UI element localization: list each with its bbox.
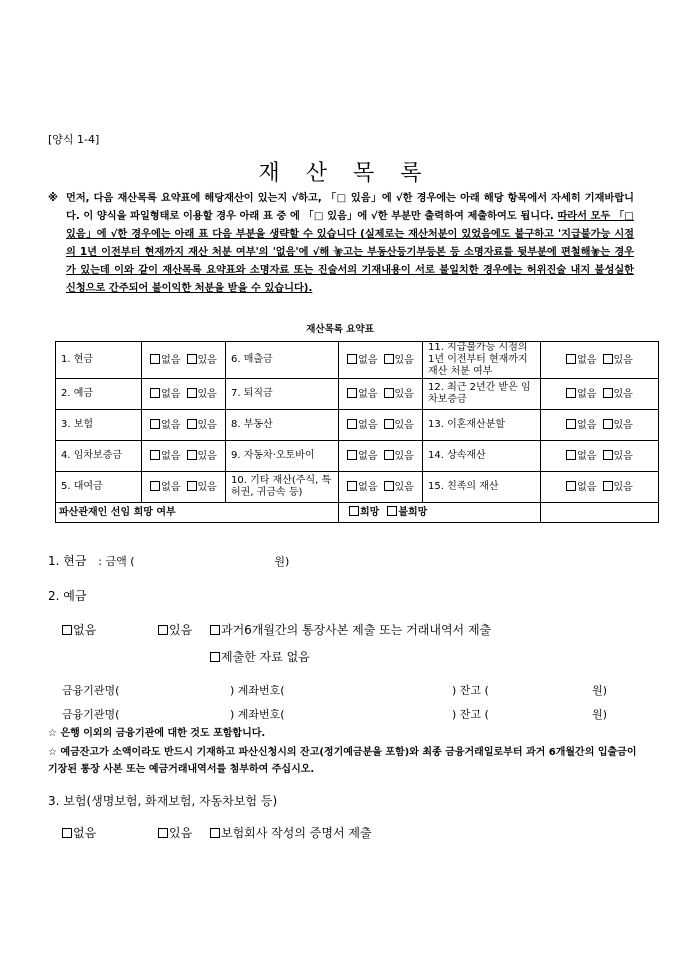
- option-none[interactable]: 없음: [150, 482, 180, 493]
- checkbox[interactable]: [347, 481, 357, 491]
- summary-row: [56, 472, 659, 503]
- notice-underlined: 따라서 모두 「□ 있음」에 √한 경우에는 아래 표 다음 부분을 생략할 수 있습니다 (실제로는 재산처분이 있었음에도 불구하고 '지급불가능 시점의 1년 이전부터 현재까지 재산 처분 여부'의 '없음'에 √해 놓고는 부동산등기부등본 등 소명자료를 뒷부분에 편철해놓는 경우가 있는데 이와 같이 재산목록 요약표와 소명자료 또는 진술서의 기재내용이 서로 불일치한 경우에는 허위진술 내지 불성실한 신청으로 간주되어 불이익한 처분을 받을 수 있습니다).: [66, 211, 634, 294]
- option-none[interactable]: 없음: [150, 355, 180, 366]
- summary-row: [56, 342, 659, 379]
- checkbox[interactable]: [347, 419, 357, 429]
- summary-item-options: [541, 441, 659, 472]
- deposit-have[interactable]: 있음: [158, 621, 192, 638]
- summary-item-label: 6. 매출금: [226, 342, 339, 379]
- deposit-row-1: [62, 682, 607, 698]
- trustee-row: [56, 503, 659, 523]
- checkbox[interactable]: [384, 481, 394, 491]
- option-none[interactable]: 없음: [150, 451, 180, 462]
- checkbox[interactable]: [566, 481, 576, 491]
- summary-item-label: 11. 지급불가능 시점의 1년 이전부터 현재까지 재산 처분 여부: [423, 342, 541, 379]
- option-none[interactable]: 없음: [566, 389, 596, 400]
- option-none[interactable]: 없음: [150, 389, 180, 400]
- option-have[interactable]: 있음: [187, 451, 217, 462]
- option-have[interactable]: 있음: [384, 451, 414, 462]
- option-none[interactable]: 없음: [566, 482, 596, 493]
- trustee-no-hope[interactable]: 불희망: [387, 507, 427, 518]
- cash-section: [48, 552, 289, 569]
- summary-item-options: [339, 342, 423, 379]
- deposit-no-material-checkbox[interactable]: [210, 652, 220, 662]
- summary-item-options: [541, 472, 659, 503]
- summary-item-label: 10. 기타 재산(주식, 특허권, 귀금속 등): [226, 472, 339, 503]
- balance-label: ) 잔고 (: [452, 684, 489, 697]
- deposit-row-2: [62, 706, 607, 722]
- summary-item-options: [142, 441, 226, 472]
- trustee-hope[interactable]: 희망: [349, 507, 379, 518]
- checkbox[interactable]: [150, 354, 160, 364]
- summary-item-options: [142, 410, 226, 441]
- notice-mark: ※: [48, 193, 58, 204]
- checkbox[interactable]: [349, 506, 359, 516]
- summary-item-options: [142, 342, 226, 379]
- checkbox[interactable]: [384, 354, 394, 364]
- trustee-options: [339, 503, 541, 523]
- summary-row: [56, 441, 659, 472]
- checkbox[interactable]: [347, 388, 357, 398]
- checkbox[interactable]: [566, 450, 576, 460]
- option-none[interactable]: 없음: [566, 355, 596, 366]
- notice-text: 먼저, 다음 재산목록 요약표에 해당재산이 있는지 √하고, 「□ 있음」에 √한 경우에는 아래 해당 항목에서 자세히 기재바랍니다. 이 양식을 파일형태로 이용할 경우 아래 표 중 에 「□ 있음」에 √한 부분만 출력하여 제출하여도 됩니다. 따라서 모두 「□ 있음」에 √한 경우에는 아래 표 다음 부분을 생략할 수 있습니다 (실제로는 재산처분이 있었음에도 불구하고 '지급불가능 시점의 1년 이전부터 현재까지 재산 처분 여부'의 '없음'에 √해 놓고는 부동산등기부등본 등 소명자료를 뒷부분에 편철해놓는 경우가 있는데 이와 같이 재산목록 요약표와 소명자료 또는 진술서의 기재내용이 서로 불일치한 경우에는 허위진술 내지 불성실한 신청으로 간주되어 불이익한 처분을 받을 수 있습니다).: [66, 193, 634, 294]
- page-title: 재산목록: [258, 161, 448, 186]
- checkbox[interactable]: [150, 388, 160, 398]
- option-none[interactable]: 없음: [347, 389, 377, 400]
- checkbox[interactable]: [187, 450, 197, 460]
- checkbox[interactable]: [384, 450, 394, 460]
- summary-row: [56, 379, 659, 410]
- option-have[interactable]: 있음: [603, 389, 633, 400]
- summary-item-options: [339, 379, 423, 410]
- summary-item-options: [541, 342, 659, 379]
- checkbox[interactable]: [603, 388, 613, 398]
- option-have[interactable]: 있음: [187, 482, 217, 493]
- option-have[interactable]: 있음: [603, 355, 633, 366]
- checkbox[interactable]: [187, 419, 197, 429]
- checkbox[interactable]: [387, 506, 397, 516]
- form-number: [양식 1-4]: [48, 133, 100, 146]
- summary-item-label: 12. 최근 2년간 받은 임차보증금: [423, 379, 541, 410]
- insurance-have[interactable]: 있음: [158, 824, 192, 841]
- option-none[interactable]: 없음: [347, 420, 377, 431]
- checkbox[interactable]: [187, 481, 197, 491]
- option-have[interactable]: 있음: [603, 482, 633, 493]
- summary-item-label: 15. 친족의 재산: [423, 472, 541, 503]
- account-label: ) 계좌번호(: [230, 708, 285, 721]
- option-have[interactable]: 있음: [384, 482, 414, 493]
- checkbox[interactable]: [347, 354, 357, 364]
- checkbox[interactable]: [187, 354, 197, 364]
- trustee-label: 파산관재인 선임 희망 여부: [56, 503, 339, 523]
- checkbox[interactable]: [347, 450, 357, 460]
- option-none[interactable]: 없음: [150, 420, 180, 431]
- checkbox[interactable]: [566, 419, 576, 429]
- summary-item-label: 8. 부동산: [226, 410, 339, 441]
- checkbox[interactable]: [603, 450, 613, 460]
- option-have[interactable]: 있음: [187, 389, 217, 400]
- notice: [48, 190, 634, 298]
- deposit-submit[interactable]: 과거6개월간의 통장사본 제출 또는 거래내역서 제출: [210, 621, 491, 638]
- institution-label: 금융기관명(: [62, 684, 120, 697]
- insurance-none[interactable]: 없음: [62, 824, 96, 841]
- checkbox[interactable]: [384, 419, 394, 429]
- option-have[interactable]: 있음: [384, 355, 414, 366]
- summary-item-label: 14. 상속재산: [423, 441, 541, 472]
- insurance-have-checkbox[interactable]: [158, 828, 168, 838]
- summary-item-label: 5. 대여금: [56, 472, 142, 503]
- empty-cell: [541, 503, 659, 523]
- option-have[interactable]: 있음: [187, 355, 217, 366]
- option-have[interactable]: 있음: [384, 389, 414, 400]
- option-have[interactable]: 있음: [384, 420, 414, 431]
- checkbox[interactable]: [603, 419, 613, 429]
- checkbox[interactable]: [384, 388, 394, 398]
- deposit-note-2: ☆ 예금잔고가 소액이라도 반드시 기재하고 파산신청시의 잔고(정기예금분을 포함)와 최종 금융거래일로부터 과거 6개월간의 입출금이 기장된 통장 사본 또는 예금거래내역서를 첨부하여 주십시오.: [48, 747, 637, 775]
- deposit-heading: 2. 예금: [48, 589, 87, 603]
- summary-item-label: 13. 이혼재산분할: [423, 410, 541, 441]
- summary-item-options: [142, 379, 226, 410]
- account-label: ) 계좌번호(: [230, 684, 285, 697]
- cash-amount-label: : 금액 (: [98, 555, 135, 568]
- cash-heading: 1. 현금: [48, 554, 87, 568]
- checkbox[interactable]: [150, 481, 160, 491]
- deposit-none[interactable]: 없음: [62, 621, 96, 638]
- insurance-none-checkbox[interactable]: [62, 828, 72, 838]
- summary-item-options: [142, 472, 226, 503]
- summary-item-label: 1. 현금: [56, 342, 142, 379]
- balance-label: ) 잔고 (: [452, 708, 489, 721]
- checkbox[interactable]: [603, 481, 613, 491]
- option-have[interactable]: 있음: [187, 420, 217, 431]
- deposit-have-checkbox[interactable]: [158, 625, 168, 635]
- summary-item-options: [339, 410, 423, 441]
- insurance-heading: 3. 보험(생명보험, 화재보험, 자동차보험 등): [48, 794, 278, 808]
- summary-item-label: 9. 자동차·오토바이: [226, 441, 339, 472]
- summary-item-label: 4. 임차보증금: [56, 441, 142, 472]
- checkbox[interactable]: [603, 354, 613, 364]
- balance-unit: 원): [592, 708, 607, 721]
- checkbox[interactable]: [150, 450, 160, 460]
- deposit-no-material[interactable]: 제출한 자료 없음: [210, 648, 310, 665]
- option-none[interactable]: 없음: [566, 451, 596, 462]
- deposit-none-checkbox[interactable]: [62, 625, 72, 635]
- option-none[interactable]: 없음: [347, 355, 377, 366]
- summary-table: [55, 341, 659, 523]
- summary-item-options: [339, 472, 423, 503]
- option-none[interactable]: 없음: [347, 451, 377, 462]
- option-have[interactable]: 있음: [603, 451, 633, 462]
- cash-unit: 원): [274, 555, 290, 568]
- summary-item-label: 7. 퇴직금: [226, 379, 339, 410]
- institution-label: 금융기관명(: [62, 708, 120, 721]
- summary-item-label: 2. 예금: [56, 379, 142, 410]
- deposit-note-1: ☆ 은행 이외의 금융기관에 대한 것도 포함합니다.: [48, 728, 266, 739]
- insurance-submit[interactable]: 보험회사 작성의 증명서 제출: [210, 824, 372, 841]
- balance-unit: 원): [592, 684, 607, 697]
- deposit-submit-checkbox[interactable]: [210, 625, 220, 635]
- checkbox[interactable]: [566, 354, 576, 364]
- summary-caption: 재산목록 요약표: [306, 324, 374, 335]
- checkbox[interactable]: [150, 419, 160, 429]
- summary-row: [56, 410, 659, 441]
- summary-item-options: [541, 379, 659, 410]
- option-have[interactable]: 있음: [603, 420, 633, 431]
- summary-item-options: [541, 410, 659, 441]
- insurance-submit-checkbox[interactable]: [210, 828, 220, 838]
- summary-item-label: 3. 보험: [56, 410, 142, 441]
- option-none[interactable]: 없음: [566, 420, 596, 431]
- checkbox[interactable]: [187, 388, 197, 398]
- option-none[interactable]: 없음: [347, 482, 377, 493]
- checkbox[interactable]: [566, 388, 576, 398]
- summary-item-options: [339, 441, 423, 472]
